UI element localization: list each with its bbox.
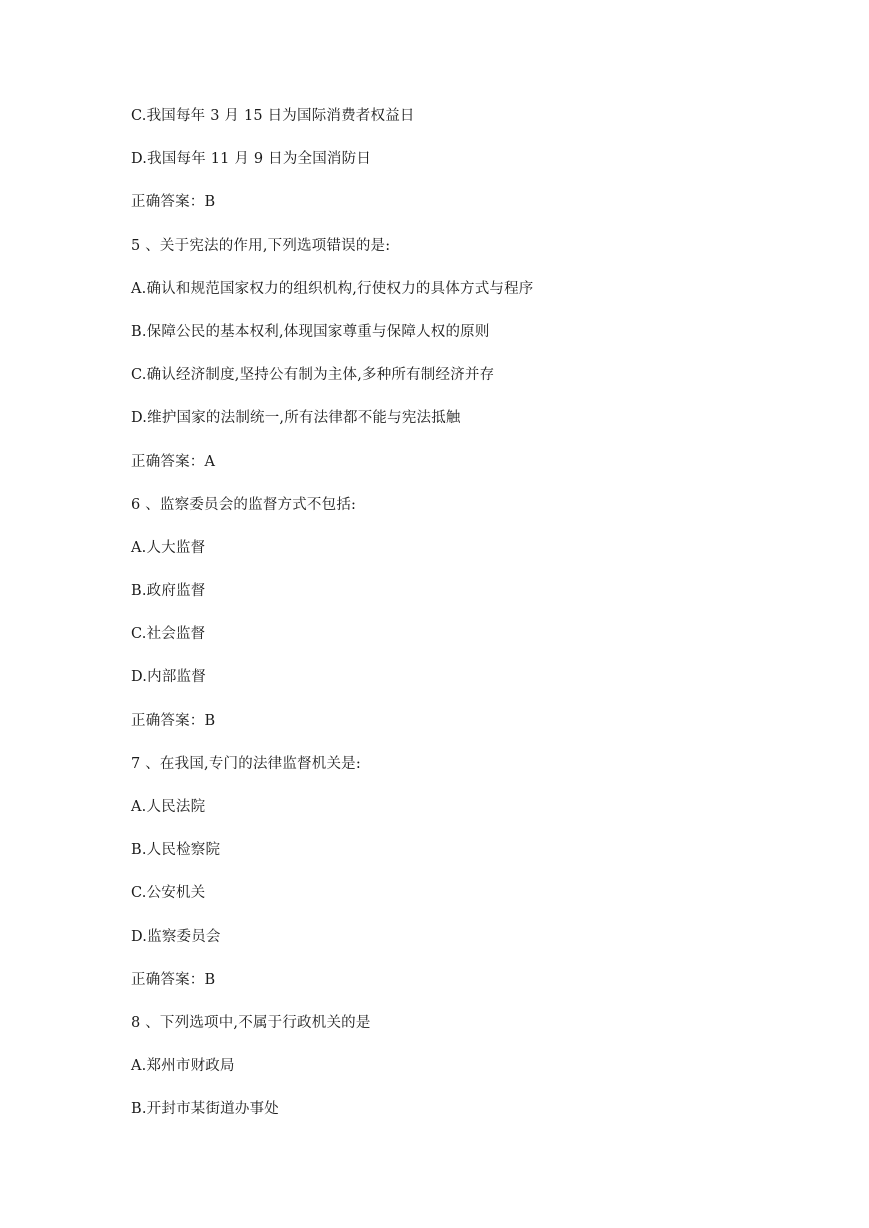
option-d-q6: D.内部监督 xyxy=(131,669,206,686)
option-c-q5: C.确认经济制度,坚持公有制为主体,多种所有制经济并存 xyxy=(131,367,495,384)
question-7: 7 、在我国,专门的法律监督机关是: xyxy=(131,755,361,772)
option-a-q5: A.确认和规范国家权力的组织机构,行使权力的具体方式与程序 xyxy=(131,280,534,297)
answer-q4: 正确答案：B xyxy=(131,194,216,211)
answer-q5: 正确答案：A xyxy=(131,453,216,470)
option-d-q4: D.我国每年 11 月 9 日为全国消防日 xyxy=(131,151,372,168)
option-c-q7: C.公安机关 xyxy=(131,885,206,902)
option-a-q6: A.人大监督 xyxy=(131,539,206,556)
option-b-q5: B.保障公民的基本权利,体现国家尊重与保障人权的原则 xyxy=(131,323,490,340)
option-b-q8: B.开封市某街道办事处 xyxy=(131,1101,279,1118)
question-5: 5 、关于宪法的作用,下列选项错误的是: xyxy=(131,237,391,254)
answer-q7: 正确答案：B xyxy=(131,971,216,988)
question-6: 6 、监察委员会的监督方式不包括: xyxy=(131,496,357,513)
answer-q6: 正确答案：B xyxy=(131,712,216,729)
option-d-q5: D.维护国家的法制统一,所有法律都不能与宪法抵触 xyxy=(131,410,461,427)
option-a-q7: A.人民法院 xyxy=(131,799,206,815)
option-c-q4: C.我国每年 3 月 15 日为国际消费者权益日 xyxy=(131,108,415,124)
question-8: 8 、下列选项中,不属于行政机关的是 xyxy=(131,1014,371,1031)
option-c-q6: C.社会监督 xyxy=(131,626,206,643)
option-d-q7: D.监察委员会 xyxy=(131,928,221,945)
option-a-q8: A.郑州市财政局 xyxy=(131,1058,235,1075)
option-b-q7: B.人民检察院 xyxy=(131,842,221,859)
document-page xyxy=(131,103,811,1140)
option-b-q6: B.政府监督 xyxy=(131,583,206,600)
